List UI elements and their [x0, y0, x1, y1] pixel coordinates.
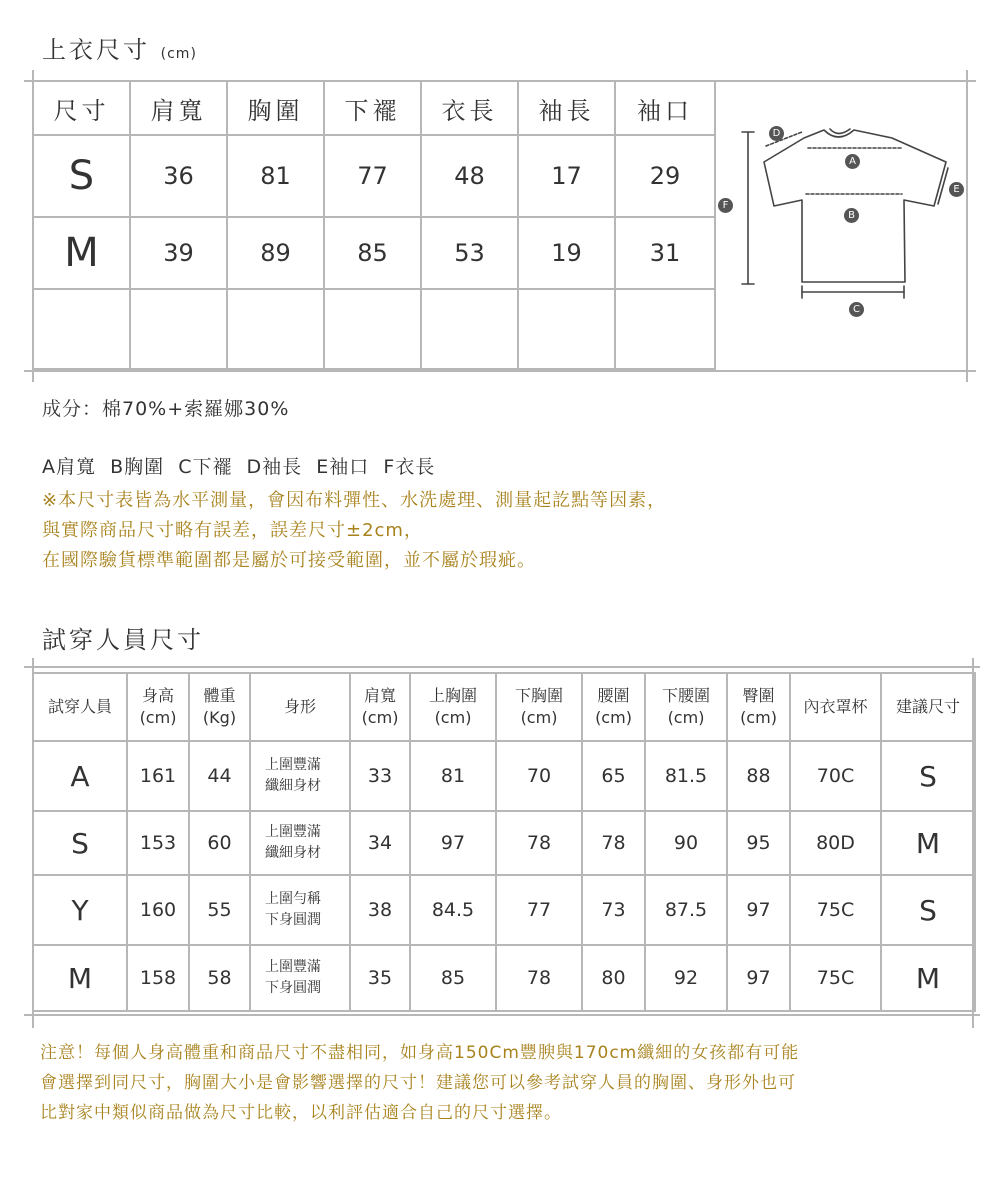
height-cell: 158 — [127, 945, 189, 1011]
header-cell: 衣長 — [421, 81, 518, 135]
empty-cell — [421, 289, 518, 369]
size-row-m — [33, 217, 715, 289]
header-cell: 袖口 — [615, 81, 715, 135]
size-value: 48 — [421, 135, 518, 217]
lower-chest-cell: 77 — [496, 875, 582, 945]
bottom-rule — [24, 370, 976, 372]
height-cell: 161 — [127, 741, 189, 811]
header-unit: (cm) — [139, 708, 177, 727]
header-cell: 肩寬 — [130, 81, 227, 135]
empty-cell — [324, 289, 421, 369]
table-row — [33, 741, 975, 811]
upper-chest-cell: 84.5 — [410, 875, 496, 945]
model-id: S — [33, 811, 127, 875]
header-text: 建議尺寸 — [895, 697, 960, 716]
recommended-size: S — [881, 741, 975, 811]
table-row — [33, 945, 975, 1011]
empty-cell — [615, 289, 715, 369]
body-line: 上圍豐滿 — [265, 824, 321, 840]
size-row-s — [33, 135, 715, 217]
header-cell — [250, 673, 350, 741]
empty-cell — [130, 289, 227, 369]
header-text: 下腰圍 — [661, 686, 710, 705]
header-text: 腰圍 — [597, 686, 630, 705]
size-value: 19 — [518, 217, 615, 289]
model-id: Y — [33, 875, 127, 945]
upper-chest-cell: 81 — [410, 741, 496, 811]
shoulder-cell: 33 — [350, 741, 410, 811]
lower-waist-cell: 90 — [645, 811, 727, 875]
label-e: E — [949, 182, 964, 197]
size-section-title — [42, 30, 197, 65]
weight-cell: 55 — [189, 875, 250, 945]
size-note — [42, 486, 666, 576]
size-value: 17 — [518, 135, 615, 217]
model-bottom-rule — [24, 1014, 980, 1016]
header-text: 臀圍 — [742, 686, 775, 705]
cup-cell: 75C — [790, 945, 881, 1011]
label-f: F — [718, 198, 733, 213]
size-title-text: 上衣尺寸 — [42, 36, 150, 64]
header-cell: 胸圍 — [227, 81, 324, 135]
lower-chest-cell: 78 — [496, 945, 582, 1011]
hip-cell: 97 — [727, 875, 790, 945]
waist-cell: 80 — [582, 945, 645, 1011]
header-cell — [410, 673, 496, 741]
label-a: A — [845, 154, 860, 169]
body-type-cell — [250, 945, 350, 1011]
shoulder-cell: 38 — [350, 875, 410, 945]
lower-chest-cell: 78 — [496, 811, 582, 875]
header-unit: (cm) — [520, 708, 558, 727]
header-text: 身形 — [283, 697, 316, 716]
model-note-line: 比對家中類似商品做為尺寸比較，以利評估適合自己的尺寸選擇。 — [40, 1103, 562, 1123]
header-cell — [582, 673, 645, 741]
size-label: M — [33, 217, 130, 289]
body-line: 下身圓潤 — [265, 912, 321, 928]
size-value: 85 — [324, 217, 421, 289]
body-line: 下身圓潤 — [265, 980, 321, 996]
header-cell: 下襬 — [324, 81, 421, 135]
header-cell — [127, 673, 189, 741]
waist-cell: 65 — [582, 741, 645, 811]
header-unit: (cm) — [361, 708, 399, 727]
size-table-header-row — [33, 81, 715, 135]
header-text: 試穿人員 — [47, 697, 112, 716]
header-cell — [33, 673, 127, 741]
body-line: 上圍豐滿 — [265, 959, 321, 975]
size-value: 39 — [130, 217, 227, 289]
size-value: 89 — [227, 217, 324, 289]
label-d: D — [769, 126, 784, 141]
size-row-empty — [33, 289, 715, 369]
body-line: 纖細身材 — [265, 845, 321, 861]
tshirt-icon — [714, 82, 966, 370]
upper-chest-cell: 85 — [410, 945, 496, 1011]
header-unit: (cm) — [434, 708, 472, 727]
header-cell — [727, 673, 790, 741]
weight-cell: 44 — [189, 741, 250, 811]
size-value: 77 — [324, 135, 421, 217]
model-note — [40, 1038, 799, 1128]
weight-cell: 58 — [189, 945, 250, 1011]
header-unit: (cm) — [595, 708, 632, 727]
header-cell — [189, 673, 250, 741]
body-line: 上圍豐滿 — [265, 757, 321, 773]
composition: 成分：棉70%+索羅娜30% — [42, 398, 290, 420]
right-rule — [966, 70, 968, 382]
header-cell — [350, 673, 410, 741]
header-text: 體重 — [203, 686, 236, 705]
header-cell — [790, 673, 881, 741]
lower-waist-cell: 87.5 — [645, 875, 727, 945]
body-type-cell — [250, 811, 350, 875]
body-line: 上圍勻稱 — [265, 891, 321, 907]
measurement-legend: A肩寬 B胸圍 C下襬 D袖長 E袖口 F衣長 — [42, 456, 436, 478]
table-row — [33, 875, 975, 945]
header-cell: 尺寸 — [33, 81, 130, 135]
model-section-title: 試穿人員尺寸 — [42, 626, 204, 654]
label-c: C — [849, 302, 864, 317]
size-title-unit: (cm) — [160, 46, 197, 62]
size-table — [32, 80, 716, 370]
tshirt-diagram — [714, 82, 966, 370]
table-row — [33, 811, 975, 875]
hip-cell: 97 — [727, 945, 790, 1011]
size-note-line: ※本尺寸表皆為水平測量，會因布料彈性、水洗處理、測量起訖點等因素， — [42, 490, 667, 511]
model-top-rule — [24, 666, 980, 668]
header-cell — [881, 673, 975, 741]
header-cell — [496, 673, 582, 741]
lower-waist-cell: 92 — [645, 945, 727, 1011]
size-value: 53 — [421, 217, 518, 289]
recommended-size: S — [881, 875, 975, 945]
body-type-cell — [250, 875, 350, 945]
empty-cell — [518, 289, 615, 369]
model-table-header-row — [33, 673, 975, 741]
size-value: 36 — [130, 135, 227, 217]
size-note-line: 與實際商品尺寸略有誤差，誤差尺寸±2cm， — [42, 520, 423, 541]
model-id: A — [33, 741, 127, 811]
model-id: M — [33, 945, 127, 1011]
hip-cell: 88 — [727, 741, 790, 811]
header-unit: (cm) — [667, 708, 705, 727]
model-note-line: 會選擇到同尺寸，胸圍大小是會影響選擇的尺寸！建議您可以參考試穿人員的胸圍、身形外也可 — [40, 1073, 796, 1093]
upper-chest-cell: 97 — [410, 811, 496, 875]
size-note-line: 在國際驗貨標準範圍都是屬於可接受範圍，並不屬於瑕疵。 — [42, 550, 536, 571]
header-cell — [645, 673, 727, 741]
model-table — [32, 672, 976, 1012]
header-text: 下胸圍 — [514, 686, 563, 705]
weight-cell: 60 — [189, 811, 250, 875]
height-cell: 160 — [127, 875, 189, 945]
body-line: 纖細身材 — [265, 778, 321, 794]
header-unit: (cm) — [740, 708, 777, 727]
waist-cell: 78 — [582, 811, 645, 875]
header-text: 內衣罩杯 — [803, 697, 868, 716]
label-b: B — [844, 208, 859, 223]
empty-cell — [33, 289, 130, 369]
header-unit: (Kg) — [202, 708, 237, 727]
cup-cell: 70C — [790, 741, 881, 811]
size-value: 81 — [227, 135, 324, 217]
recommended-size: M — [881, 811, 975, 875]
header-text: 肩寬 — [363, 686, 396, 705]
empty-cell — [227, 289, 324, 369]
size-label: S — [33, 135, 130, 217]
size-value: 29 — [615, 135, 715, 217]
body-type-cell — [250, 741, 350, 811]
cup-cell: 80D — [790, 811, 881, 875]
size-value: 31 — [615, 217, 715, 289]
model-note-line: 注意！每個人身高體重和商品尺寸不盡相同，如身高150Cm豐腴與170cm纖細的女孩都有可能 — [40, 1043, 800, 1063]
recommended-size: M — [881, 945, 975, 1011]
height-cell: 153 — [127, 811, 189, 875]
header-cell: 袖長 — [518, 81, 615, 135]
lower-chest-cell: 70 — [496, 741, 582, 811]
header-text: 身高 — [141, 686, 174, 705]
shoulder-cell: 34 — [350, 811, 410, 875]
lower-waist-cell: 81.5 — [645, 741, 727, 811]
cup-cell: 75C — [790, 875, 881, 945]
header-text: 上胸圍 — [428, 686, 477, 705]
waist-cell: 73 — [582, 875, 645, 945]
shoulder-cell: 35 — [350, 945, 410, 1011]
hip-cell: 95 — [727, 811, 790, 875]
